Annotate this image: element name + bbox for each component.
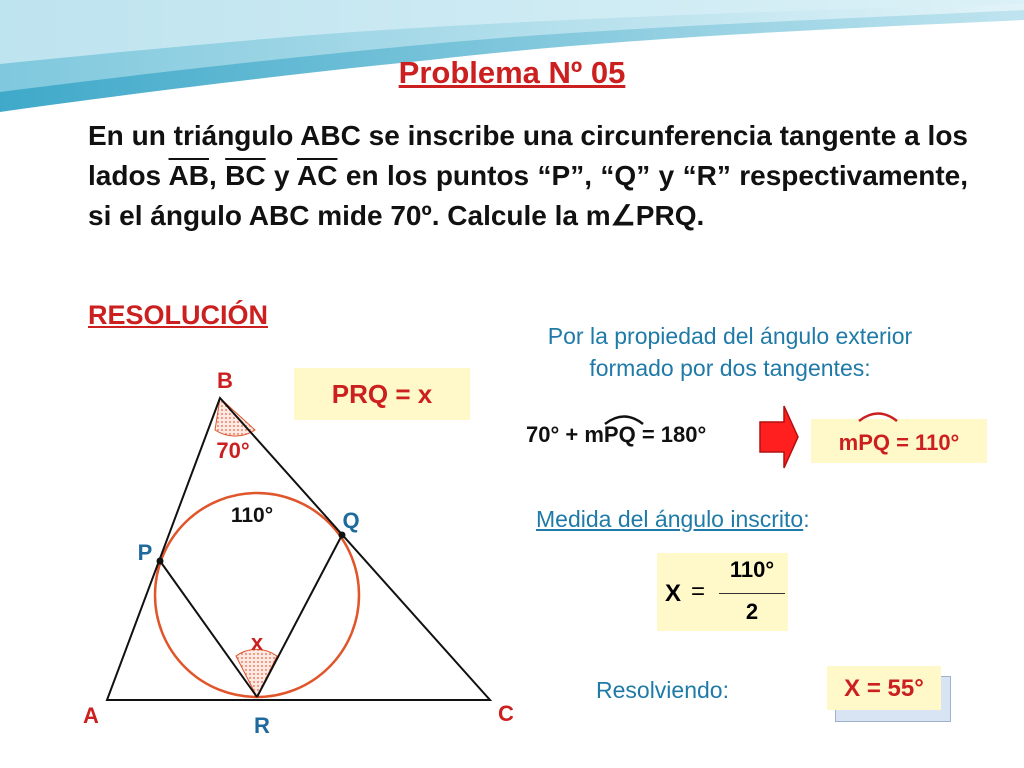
tangent-equation: 70° + m PQ = 180°	[526, 422, 706, 448]
fraction-box: X = 110° 2	[657, 553, 788, 631]
triangle-abc	[107, 398, 490, 700]
segment-bc: $\overline{BC}$	[225, 160, 266, 191]
resolving-label: Resolviendo:	[596, 677, 729, 703]
problem-statement: En un triángulo ABC se inscribe una circunferencia tangente a los lados $\overline{AB}$, $\overline{BC}$ y $\overline{AC}$ en los puntos “P”, “Q” y “R” respectivamente, si el ángulo ABC mide 70º. Calcule la m∠PRQ.	[88, 120, 969, 231]
label-arc-110: 110°	[230, 504, 274, 527]
slide-title: Problema Nº 05	[398, 55, 626, 90]
label-b: B	[217, 368, 233, 393]
inscribed-angle-label: Medida del ángulo inscrito:	[536, 506, 810, 532]
segment-ac: $\overline{AC}$	[297, 160, 338, 191]
angle-r-marker	[236, 649, 277, 697]
label-c: C	[498, 701, 514, 726]
arc-pq: PQ	[604, 422, 636, 448]
label-x: x	[250, 630, 264, 655]
arc-result-box: m PQ = 110°	[811, 419, 987, 463]
angle-icon: ∠	[610, 200, 636, 231]
label-q: Q	[342, 508, 360, 533]
point-p	[157, 558, 164, 565]
prq-definition-box: PRQ = x	[294, 368, 470, 420]
label-p: P	[137, 540, 153, 565]
resolution-heading: RESOLUCIÓN	[88, 300, 269, 330]
label-a: A	[83, 703, 99, 728]
segment-qr	[257, 535, 342, 697]
answer-box: X = 55°	[827, 666, 941, 710]
property-text: Por la propiedad del ángulo exterior formado por dos tangentes:	[547, 323, 913, 381]
segment-ab: $\overline{AB}$	[168, 160, 209, 191]
segment-pr	[160, 561, 257, 697]
label-angle-b: 70°	[216, 438, 250, 463]
label-r: R	[254, 713, 270, 738]
